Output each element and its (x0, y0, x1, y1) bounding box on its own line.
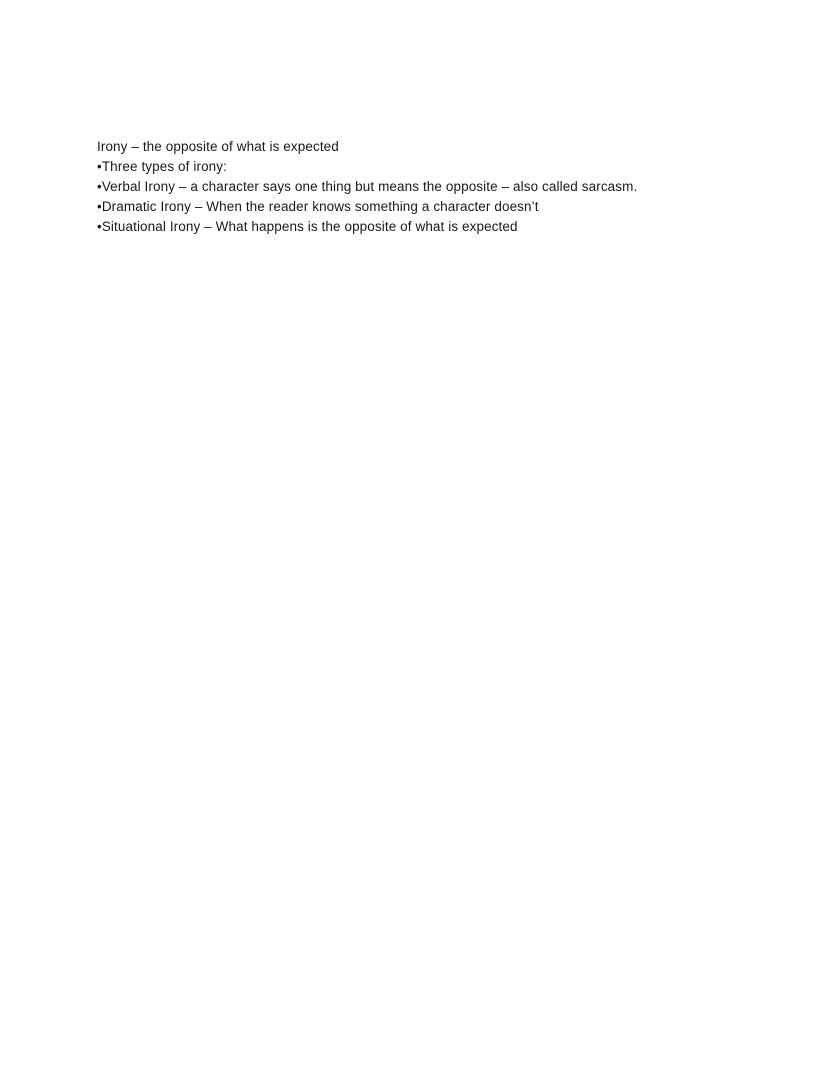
text-line-verbal-irony: •Verbal Irony – a character says one thing but means the opposite – also called sarcasm. (97, 179, 638, 194)
text-line-dramatic-irony: •Dramatic Irony – When the reader knows something a character doesn’t (97, 199, 539, 214)
text-line-situational-irony: •Situational Irony – What happens is the opposite of what is expected (97, 219, 518, 234)
text-line-irony-definition: Irony – the opposite of what is expected (97, 139, 339, 154)
text-line-three-types: •Three types of irony: (97, 159, 227, 174)
irony-text-block (97, 137, 737, 237)
